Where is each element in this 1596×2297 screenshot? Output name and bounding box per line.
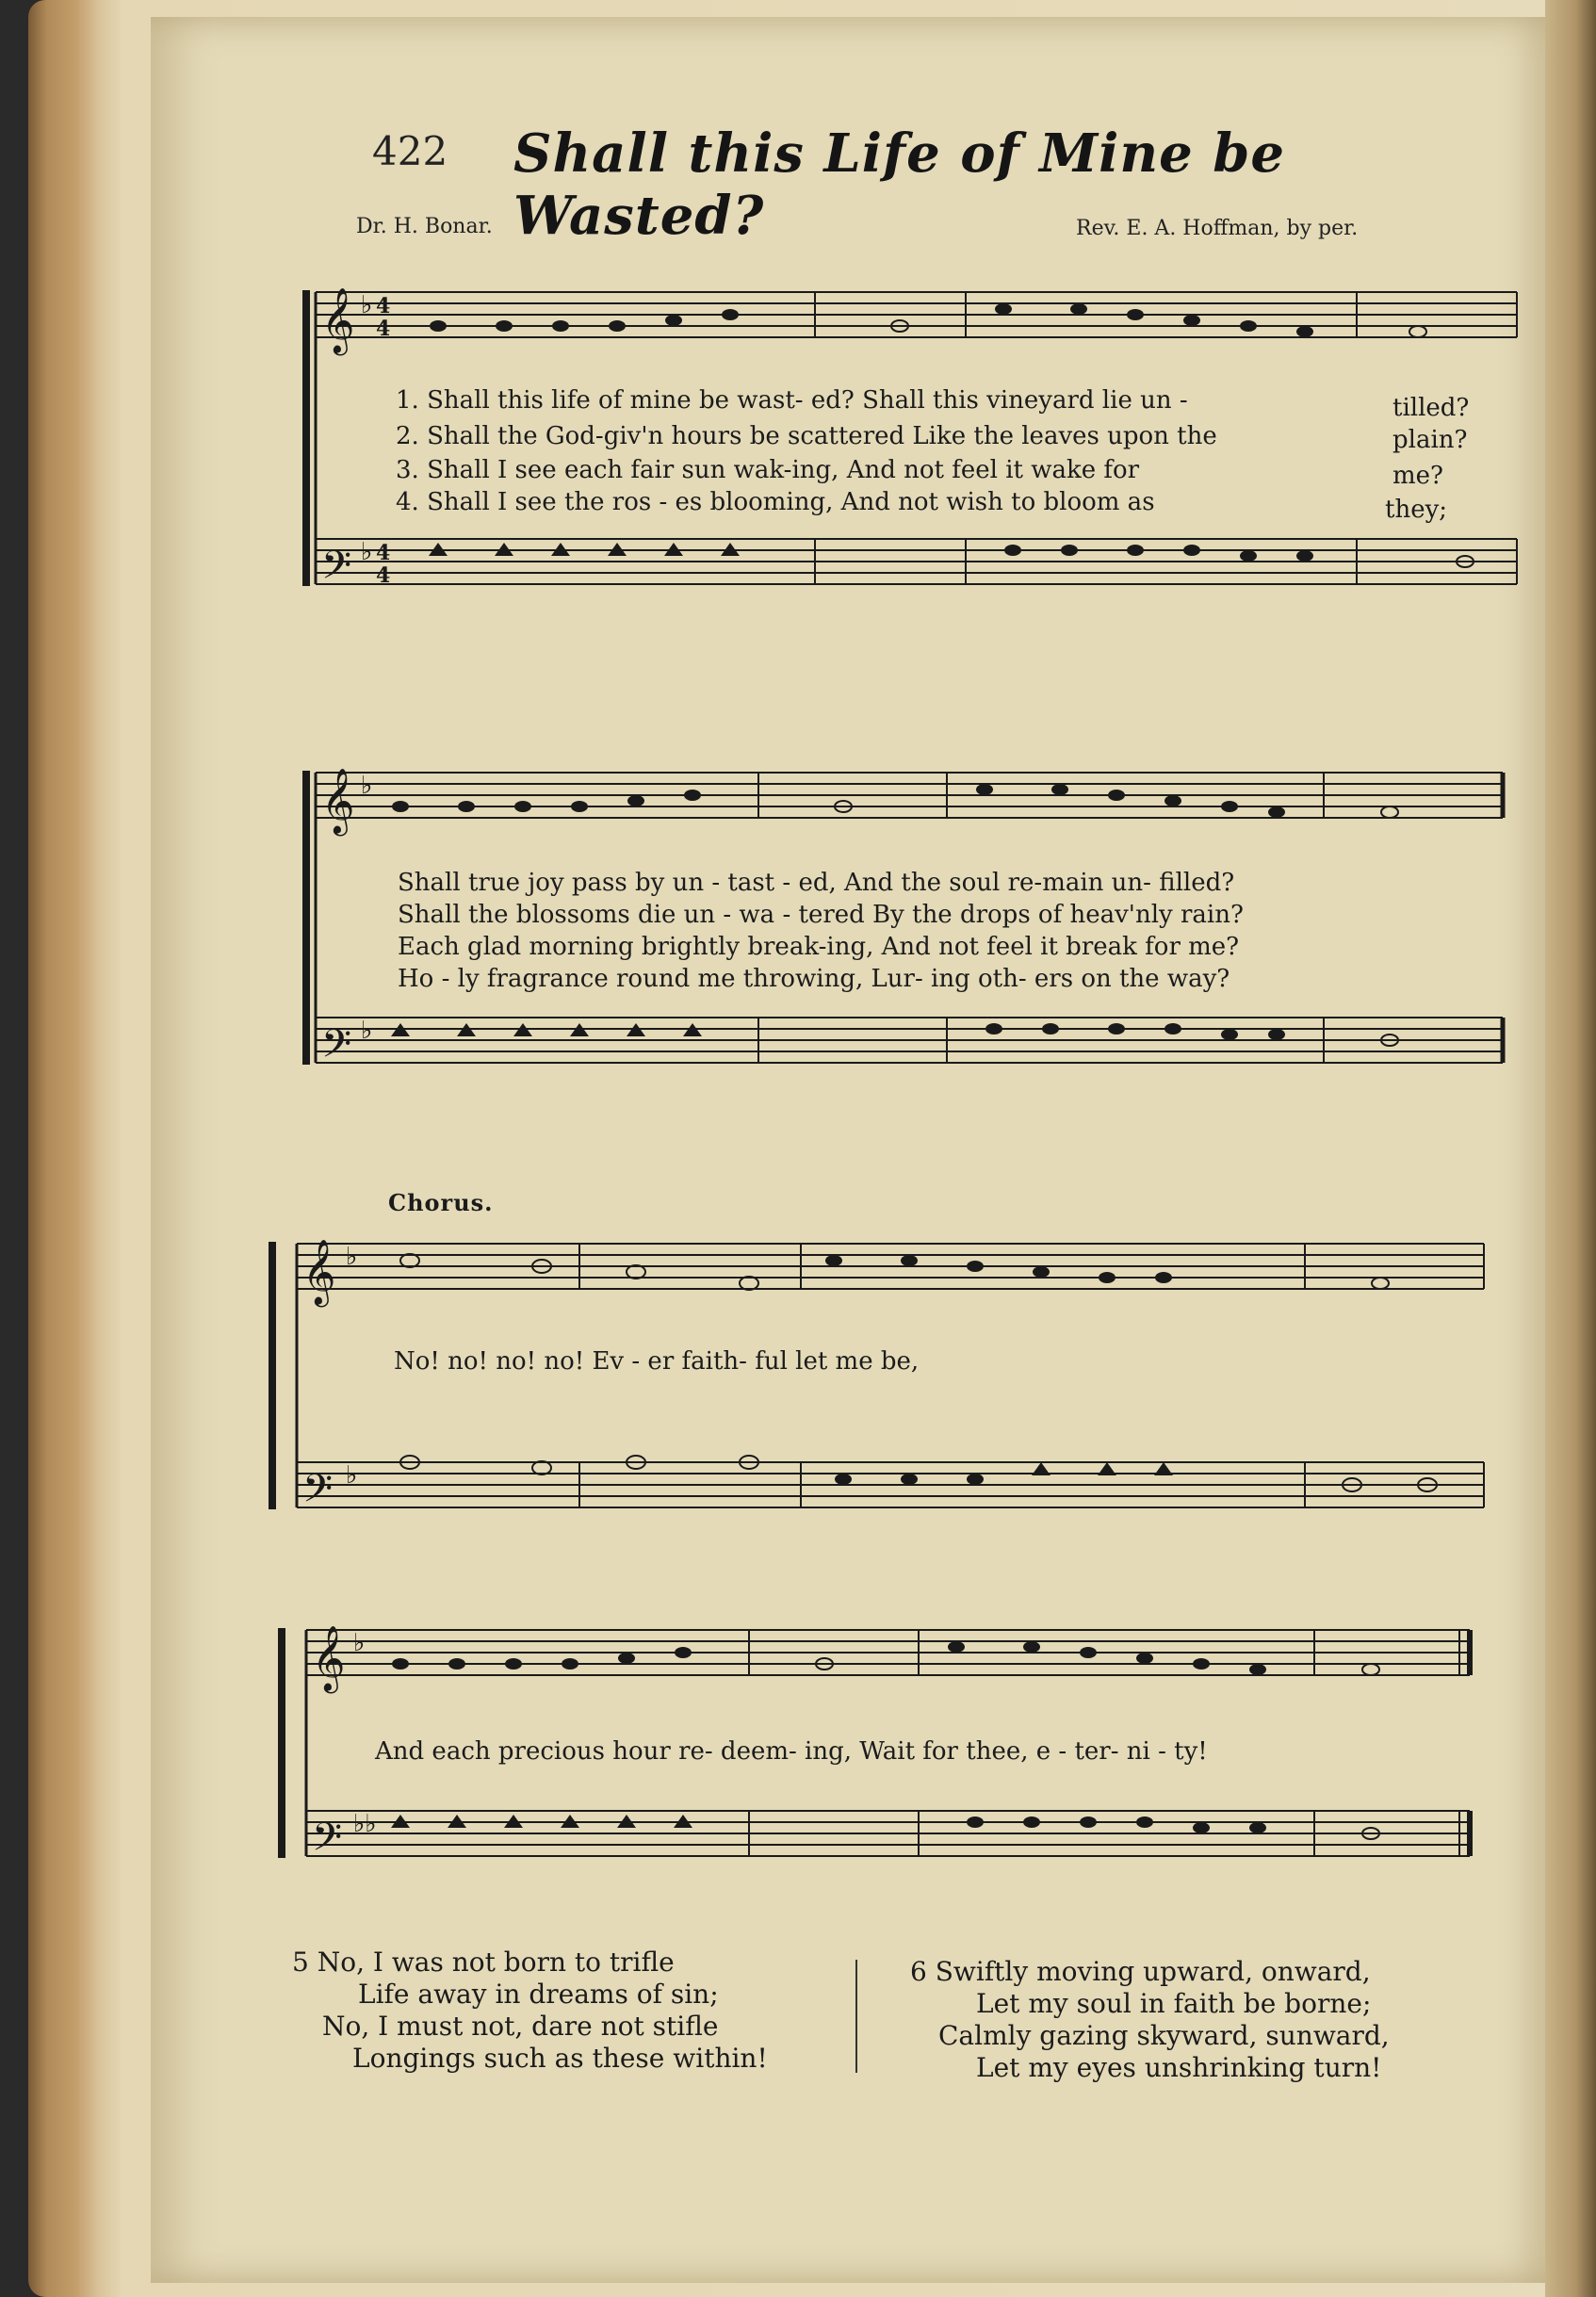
verse-2-line-b: plain? <box>1392 426 1468 454</box>
music-system-3 <box>259 1215 1522 1592</box>
svg-text:♭: ♭ <box>361 291 373 319</box>
chorus-line-1: No! no! no! no! Ev - er faith- ful let me be, <box>394 1347 920 1376</box>
svg-text:𝄞: 𝄞 <box>312 1625 346 1691</box>
verse-3-part2: Each glad morning brightly break-ing, And not feel it break for me? <box>398 933 1240 961</box>
chorus-line-2: And each precious hour re- deem- ing, Wait for thee, e - ter- ni - ty! <box>375 1737 1208 1766</box>
svg-text:4: 4 <box>376 541 391 565</box>
verse-1-line-a: 1. Shall this life of mine be wast- ed? Shall this vineyard lie un - <box>396 386 1188 415</box>
page-gutter <box>1545 0 1596 2297</box>
stanza-6-line-4: Let my eyes unshrinking turn! <box>976 2052 1382 2083</box>
verse-4-line-a: 4. Shall I see the ros - es blooming, And not wish to bloom as <box>396 488 1155 516</box>
svg-text:𝄢: 𝄢 <box>312 1815 343 1869</box>
chorus-label: Chorus. <box>388 1189 494 1216</box>
stanza-divider <box>855 1960 857 2073</box>
svg-text:𝄞: 𝄞 <box>302 1239 336 1305</box>
svg-text:4: 4 <box>376 294 391 318</box>
stanza-5-line-3: No, I must not, dare not stifle <box>322 2011 719 2042</box>
svg-text:𝄞: 𝄞 <box>321 768 355 834</box>
svg-text:4: 4 <box>376 317 391 341</box>
verse-2-line-a: 2. Shall the God-giv'n hours be scattered Like the leaves upon the <box>396 422 1217 450</box>
svg-text:♭: ♭ <box>361 538 373 566</box>
verse-3-line-a: 3. Shall I see each fair sun wak-ing, And not feel it wake for <box>396 456 1140 484</box>
svg-text:♭: ♭ <box>353 1629 366 1657</box>
music-system-1 <box>259 264 1522 641</box>
hymn-title: Shall this Life of Mine be Wasted? <box>513 122 1286 247</box>
svg-text:♭: ♭ <box>346 1243 358 1271</box>
stanza-6-line-2: Let my soul in faith be borne; <box>976 1988 1372 2019</box>
svg-text:𝄞: 𝄞 <box>321 287 355 353</box>
svg-text:♭: ♭ <box>361 772 373 800</box>
stanza-5 <box>292 1947 768 2075</box>
verse-1-part2: Shall true joy pass by un - tast - ed, And the soul re-main un- filled? <box>398 869 1235 897</box>
verse-2-part2: Shall the blossoms die un - wa - tered By the drops of heav'nly rain? <box>398 901 1244 929</box>
stanza-6-line-3: Calmly gazing skyward, sunward, <box>938 2020 1390 2051</box>
staff-graphic <box>259 1215 1522 1592</box>
hymn-number: 422 <box>372 128 448 174</box>
stanza-5-line-1: 5 No, I was not born to trifle <box>292 1947 675 1978</box>
svg-text:𝄢: 𝄢 <box>321 543 352 597</box>
staff-graphic <box>259 264 1522 641</box>
verse-1-line-b: tilled? <box>1392 394 1470 422</box>
verse-3-line-b: me? <box>1392 462 1443 490</box>
svg-text:4: 4 <box>376 563 391 588</box>
svg-text:𝄢: 𝄢 <box>321 1021 352 1076</box>
stanza-6 <box>910 1956 1390 2084</box>
svg-text:𝄢: 𝄢 <box>302 1466 334 1521</box>
stanza-5-line-2: Life away in dreams of sin; <box>358 1979 719 2010</box>
verse-4-part2: Ho - ly fragrance round me throwing, Lur- ing oth- ers on the way? <box>398 965 1230 993</box>
svg-text:♭: ♭ <box>361 1017 373 1045</box>
composer-credit: Rev. E. A. Hoffman, by per. <box>1076 217 1359 240</box>
lyricist-credit: Dr. H. Bonar. <box>356 215 493 238</box>
stanza-5-line-4: Longings such as these within! <box>352 2043 768 2074</box>
svg-text:♭: ♭ <box>346 1461 358 1490</box>
stanza-6-line-1: 6 Swiftly moving upward, onward, <box>910 1956 1371 1987</box>
verse-4-line-b: they; <box>1385 496 1448 524</box>
svg-text:♭♭: ♭♭ <box>353 1810 377 1838</box>
